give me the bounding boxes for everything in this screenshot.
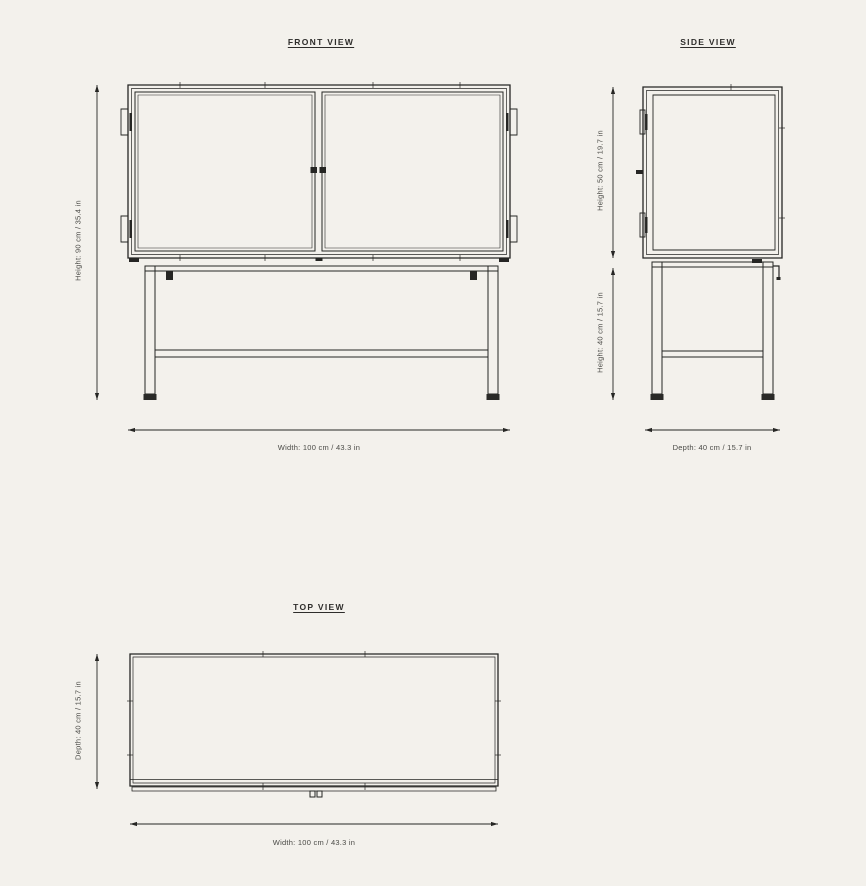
top-depth-dimension-line [95,654,99,789]
front-left-leg [145,266,155,394]
front-top-rail [145,266,498,271]
side-view-title: SIDE VIEW [680,37,736,47]
side-support-wedge [752,259,762,263]
front-height-dimension-line [95,85,99,400]
front-hinges [121,109,517,242]
top-view-title: TOP VIEW [293,602,345,612]
side-right-leg [763,262,773,394]
side-feet [651,394,775,400]
front-stretcher [155,350,488,357]
top-width-dimension-label: Width: 100 cm / 43.3 in [272,838,356,847]
front-view-title: FRONT VIEW [287,37,355,47]
side-base-frame [651,259,781,400]
top-body-outline [130,654,498,791]
top-door-handles [310,791,322,797]
side-left-leg [652,262,662,394]
side-lower-height-dimension-label: Height: 40 cm / 15.7 in [595,292,605,373]
top-view-drawing [95,651,501,826]
front-cabinet-frame [128,85,510,258]
side-edge-ticks [731,84,785,218]
side-upper-height-dimension-line [611,87,615,258]
front-right-leg [488,266,498,394]
side-lower-height-dimension-line [611,268,615,400]
side-cabinet-frame [643,87,782,258]
front-feet [144,394,500,400]
front-height-dimension-label: Height: 90 cm / 35.4 in [73,200,83,281]
front-rail-brackets [166,271,477,280]
side-depth-dimension-line [645,428,780,432]
front-door-handles [311,167,327,173]
front-width-dimension-line [128,428,510,432]
top-width-dimension-line [130,822,498,826]
top-edge-ticks [127,651,501,790]
side-stretcher [662,351,763,357]
front-width-dimension-label: Width: 100 cm / 43.3 in [277,443,361,452]
side-door-knob [636,170,643,174]
side-upper-height-dimension-label: Height: 50 cm / 19.7 in [595,130,605,211]
top-door-front-edge [132,787,496,791]
top-depth-dimension-label: Depth: 40 cm / 15.7 in [73,681,83,760]
front-left-door [135,92,315,251]
front-view-drawing [95,82,517,432]
front-right-door [322,92,503,251]
front-base-frame [129,258,509,400]
side-hook-detail [773,266,779,278]
side-view-drawing [611,84,785,432]
side-depth-dimension-label: Depth: 40 cm / 15.7 in [672,443,752,452]
